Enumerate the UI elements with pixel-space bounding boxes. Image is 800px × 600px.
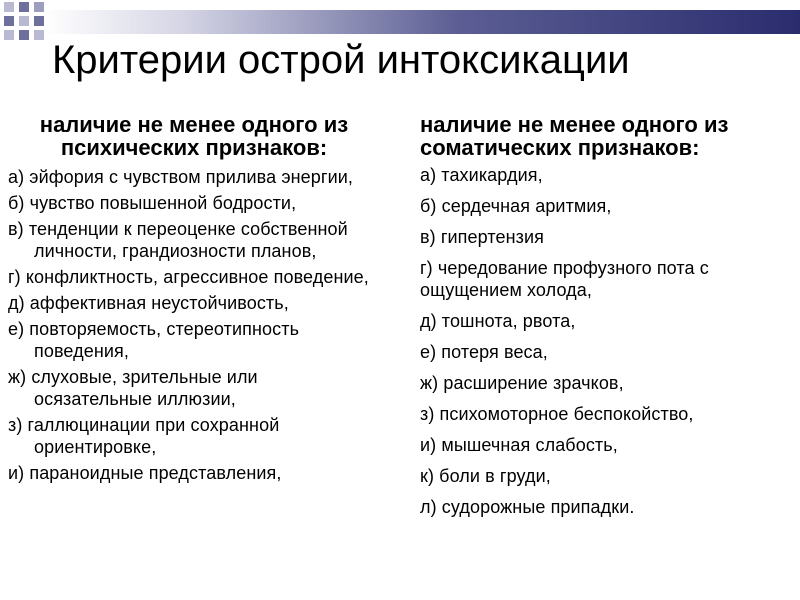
list-item: а) эйфория с чувством прилива энергии, [8, 167, 353, 187]
list-item: з) психомоторное беспокойство, [420, 404, 694, 424]
list-item: ж) расширение зрачков, [420, 373, 624, 393]
list-item: г) чередование профузного пота с ощущением холода, [420, 258, 709, 300]
header-gradient-bar [44, 10, 800, 34]
list-item: д) тошнота, рвота, [420, 311, 576, 331]
psychic-signs-heading: наличие не менее одного из психических признаков: [39, 112, 349, 160]
decor-square [34, 16, 44, 26]
list-item: а) тахикардия, [420, 165, 543, 185]
decor-square [4, 16, 14, 26]
list-item: б) чувство повышенной бодрости, [8, 193, 297, 213]
decor-square [19, 30, 29, 40]
decor-square [19, 2, 29, 12]
list-item: г) конфликтность, агрессивное поведение, [8, 267, 369, 287]
list-item: к) боли в груди, [420, 466, 551, 486]
decor-square [34, 2, 44, 12]
slide-title: Критерии острой интоксикации [52, 38, 630, 82]
psychic-signs-column [8, 113, 380, 488]
somatic-signs-heading: наличие не менее одного из соматических признаков: [420, 112, 729, 160]
list-item: в) гипертензия [420, 227, 544, 247]
decor-square [34, 30, 44, 40]
decor-square [4, 30, 14, 40]
list-item: л) судорожные припадки. [420, 497, 635, 517]
somatic-signs-column [420, 113, 792, 527]
list-item: е) потеря веса, [420, 342, 548, 362]
list-item: з) галлюцинации при сохранной ориентировке, [8, 415, 280, 457]
list-item: ж) слуховые, зрительные или осязательные иллюзии, [8, 367, 258, 409]
decor-square [19, 16, 29, 26]
somatic-signs-list [420, 164, 792, 518]
list-item: и) мышечная слабость, [420, 435, 618, 455]
list-item: е) повторяемость, стереотипность поведения, [8, 319, 300, 361]
list-item: и) параноидные представления, [8, 463, 282, 483]
list-item: б) сердечная аритмия, [420, 196, 612, 216]
decor-square [4, 2, 14, 12]
psychic-signs-list [8, 166, 380, 484]
list-item: д) аффективная неустойчивость, [8, 293, 289, 313]
list-item: в) тенденции к переоценке собственной личности, грандиозности планов, [8, 219, 348, 261]
